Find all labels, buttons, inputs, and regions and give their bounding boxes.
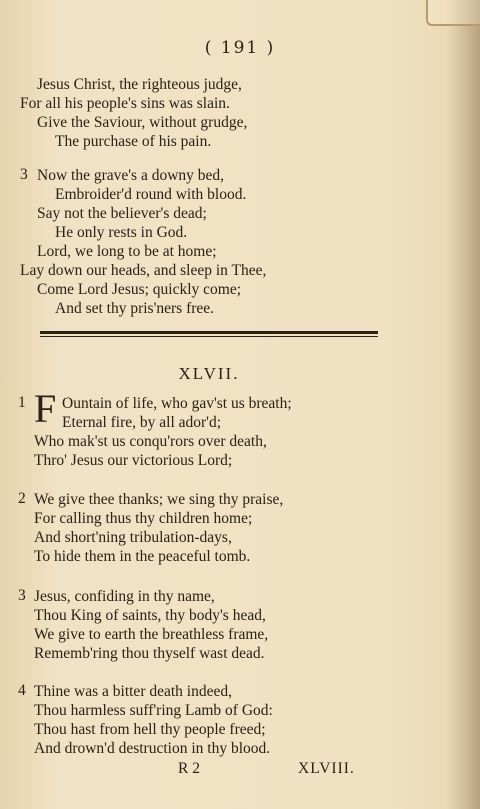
drop-cap: F [34, 386, 57, 431]
hymn-heading: XLVII. [178, 364, 240, 383]
verse-line: Thou King of saints, thy body's head, [34, 607, 266, 624]
signature-mark: R 2 [178, 760, 200, 777]
verse-line: Say not the believer's dead; [37, 205, 207, 222]
verse-line: Jesus, confiding in thy name, [34, 588, 215, 605]
section-rule [40, 331, 378, 334]
page-number: ( 191 ) [204, 38, 276, 58]
verse-line: And short'ning tribulation-days, [34, 529, 232, 546]
catchword: XLVIII. [298, 760, 355, 777]
verse-line: Thine was a bitter death indeed, [34, 683, 232, 700]
verse-line: Give the Saviour, without grudge, [37, 114, 248, 131]
verse-line: We give thee thanks; we sing thy praise, [34, 491, 284, 508]
page-edge-shadow [446, 0, 480, 809]
verse-line: Thou harmless suff'ring Lamb of God: [34, 702, 273, 719]
verse-line: Embroider'd round with blood. [55, 186, 247, 203]
verse-line: Come Lord Jesus; quickly come; [37, 281, 242, 298]
stanza-number: 3 [20, 166, 28, 183]
verse-line: And drown'd destruction in thy blood. [34, 740, 271, 757]
verse-line: Jesus Christ, the righteous judge, [37, 76, 242, 93]
verse-line: Lay down our heads, and sleep in Thee, [20, 262, 267, 279]
section-rule-thin [40, 336, 378, 337]
stanza-number: 1 [18, 394, 26, 411]
verse-line: Ountain of life, who gav'st us breath; [62, 395, 292, 412]
verse-line: Lord, we long to be at home; [37, 243, 217, 260]
verse-line: And set thy pris'ners free. [55, 300, 215, 317]
verse-line: Eternal fire, by all ador'd; [62, 414, 222, 431]
verse-line: For calling thus thy children home; [34, 510, 253, 527]
page-corner-fold [426, 0, 480, 26]
verse-line: The purchase of his pain. [55, 133, 212, 150]
stanza-number: 4 [18, 682, 26, 699]
verse-line: Now the grave's a downy bed, [37, 167, 225, 184]
verse-line: Thro' Jesus our victorious Lord; [34, 452, 233, 469]
verse-line: Thou hast from hell thy people freed; [34, 721, 266, 738]
verse-line: For all his people's sins was slain. [20, 95, 230, 112]
stanza-number: 3 [18, 587, 26, 604]
verse-line: Rememb'ring thou thyself wast dead. [34, 645, 265, 662]
verse-line: He only rests in God. [55, 224, 188, 241]
verse-line: Who mak'st us conqu'rors over death, [34, 433, 267, 450]
stanza-number: 2 [18, 490, 26, 507]
verse-line: To hide them in the peaceful tomb. [34, 548, 251, 565]
verse-line: We give to earth the breathless frame, [34, 626, 269, 643]
